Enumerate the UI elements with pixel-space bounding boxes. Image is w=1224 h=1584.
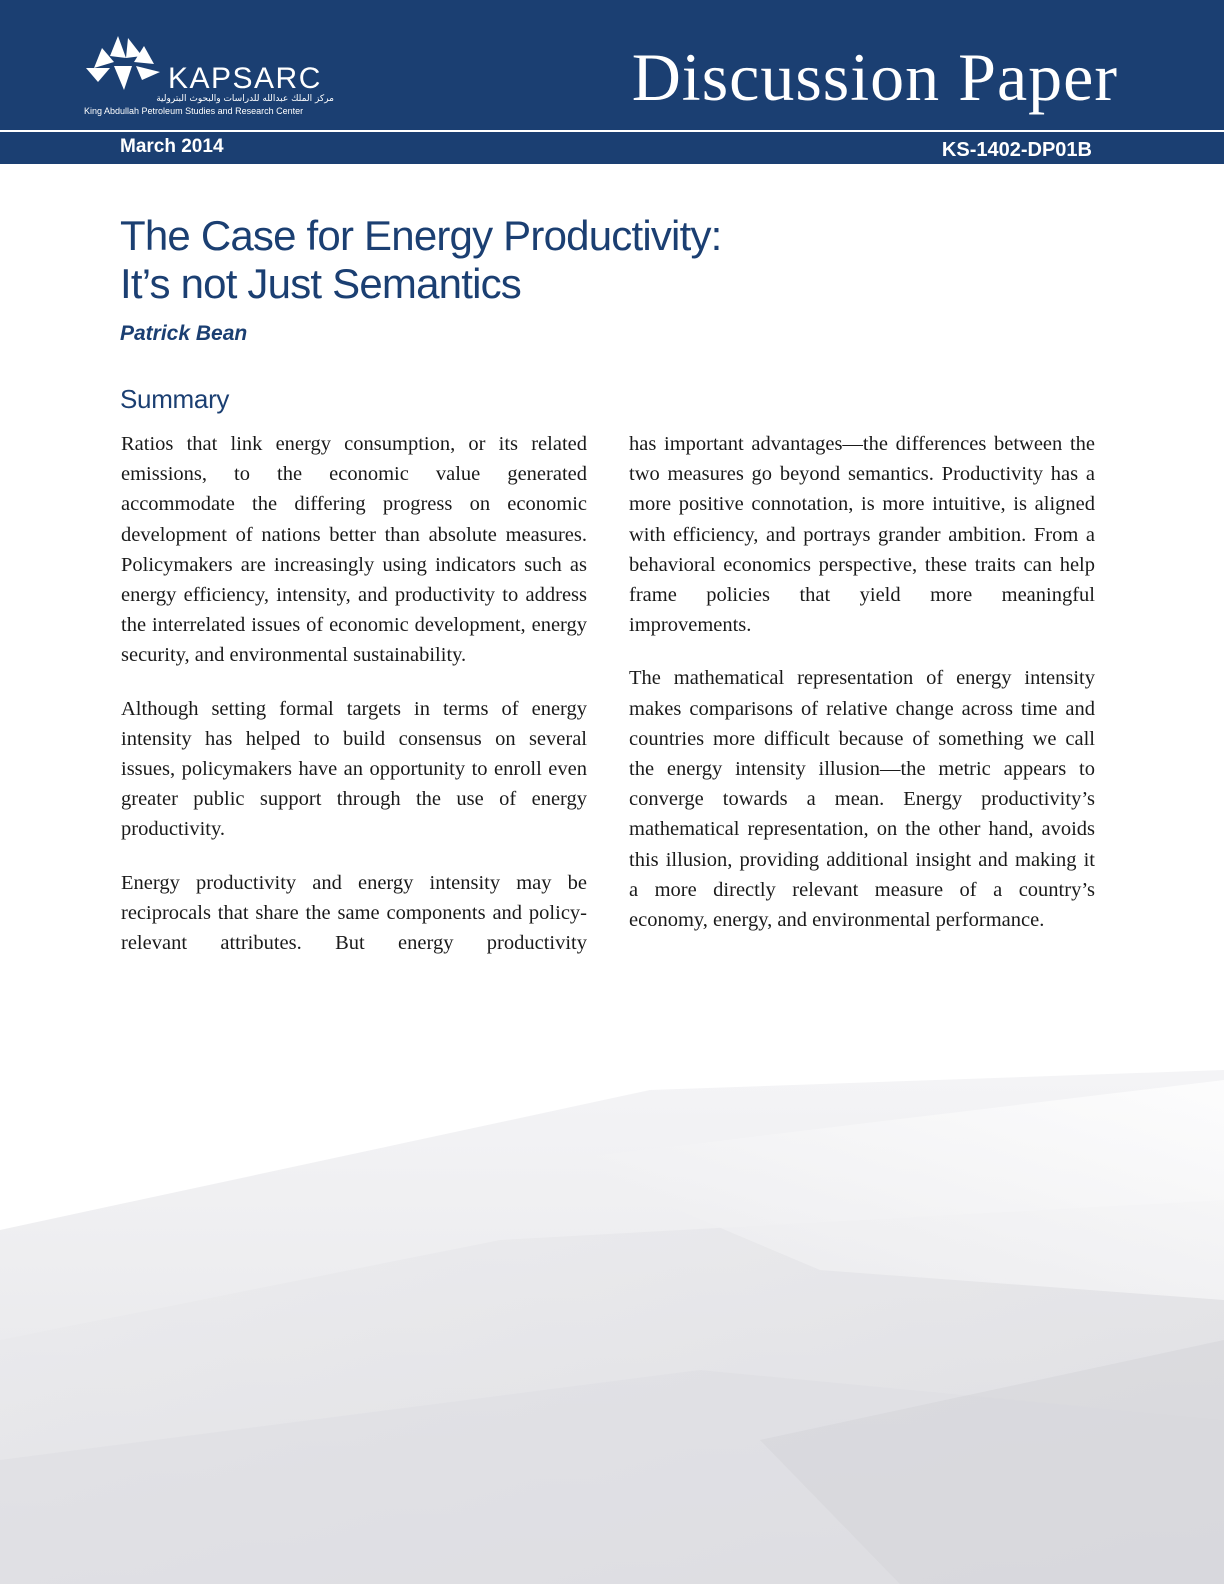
summary-paragraph: Energy productivity and energy intensity may be reciprocals that share the same components and policy-relevant attributes. But energy productivity	[121, 871, 587, 955]
summary-right-column	[629, 429, 1095, 958]
author-name: Patrick Bean	[120, 322, 248, 345]
document-type: Discussion Paper	[631, 39, 1118, 115]
summary-paragraph: The mathematical representation of energy intensity makes comparisons of relative change across time and countries more difficult because of something we call the energy intensity illusion—the metric appears to converge towards a mean. Energy productivity’s mathematical representation, on the other hand, avoids this illusion, providing additional insight and making it a more directly relevant measure of a country’s economy, energy, and environmental performance.	[629, 667, 1095, 932]
logo-wordmark: KAPSARC	[168, 62, 322, 95]
summary-heading: Summary	[120, 384, 230, 414]
logo-arabic-name: مركز الملك عبدالله للدراسات والبحوث البترولية	[156, 94, 334, 104]
kapsarc-star-logo-icon	[80, 34, 170, 92]
publication-date: March 2014	[120, 136, 224, 157]
logo-english-name: King Abdullah Petroleum Studies and Research Center	[84, 106, 304, 116]
summary-left-column	[121, 429, 587, 981]
summary-paragraph: Although setting formal targets in terms of energy intensity has helped to build consensus on several issues, policymakers have an opportunity to enroll even greater public support through the use of energy productivity.	[121, 697, 587, 841]
document-code: KS-1402-DP01B	[941, 139, 1092, 161]
paper-title-line-2: It’s not Just Semantics	[120, 260, 522, 307]
summary-paragraph: has important advantages—the differences between the two measures go beyond semantics. Productivity has a more positive connotation, is more intuitive, is aligned with efficiency, and portrays grander ambition. From a behavioral economics perspective, these traits can help frame policies that yield more meaningful improvements.	[629, 433, 1095, 637]
summary-paragraph: Ratios that link energy consumption, or its related emissions, to the economic value generated accommodate the differing progress on economic development of nations better than absolute measures. Policymakers are increasingly using indicators such as energy efficiency, intensity, and productivity to address the interrelated issues of economic development, energy security, and environmental sustainability.	[121, 433, 587, 667]
kapsarc-logo	[80, 34, 370, 120]
decorative-background-shapes	[0, 1040, 1224, 1584]
paper-title-line-1: The Case for Energy Productivity:	[120, 212, 722, 259]
paper-title	[120, 212, 1020, 308]
